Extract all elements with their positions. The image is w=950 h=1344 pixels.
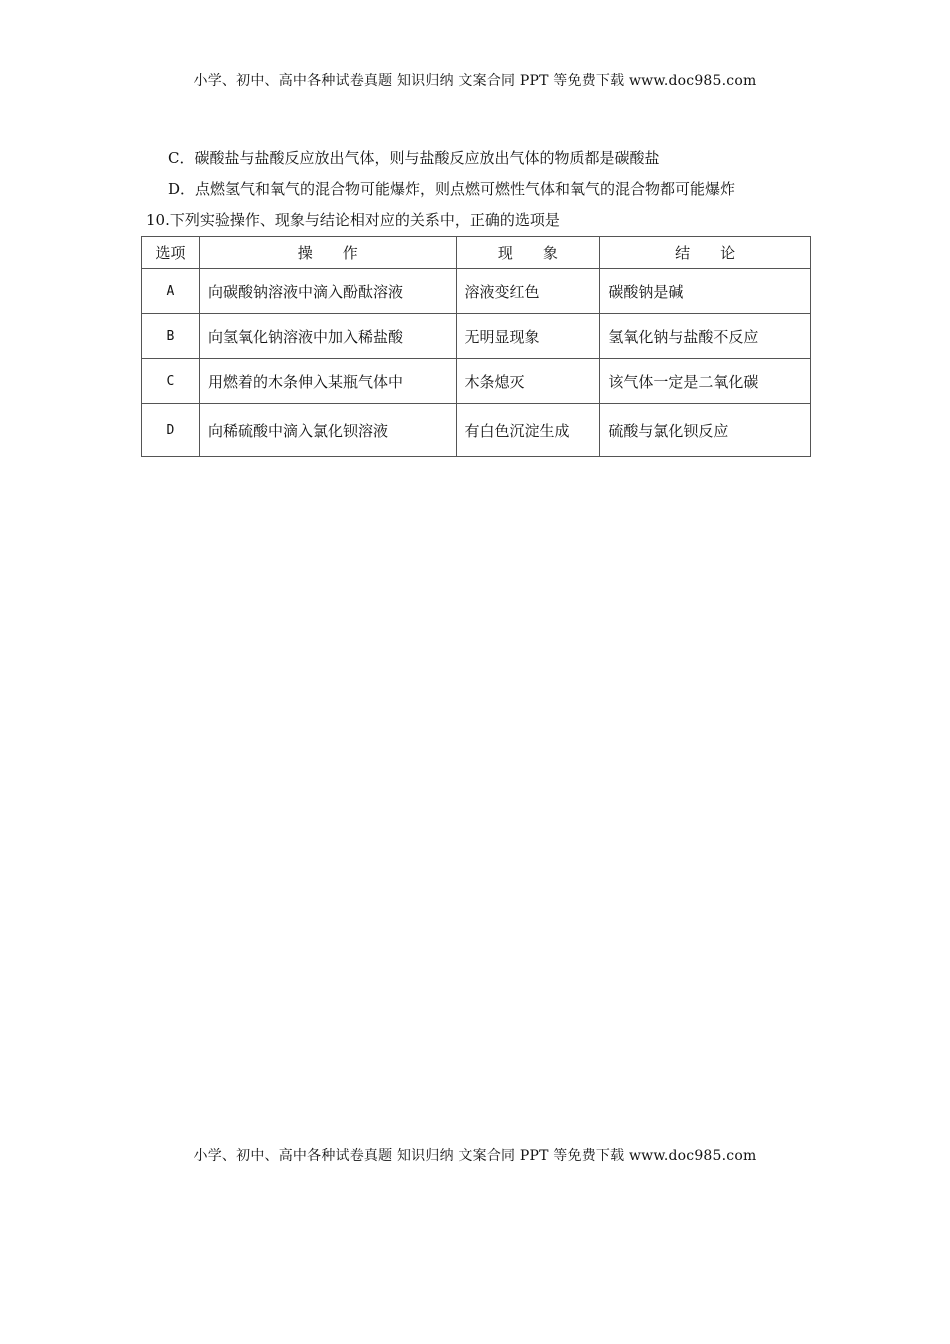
question-10-stem: 10.下列实验操作、现象与结论相对应的关系中，正确的选项是 xyxy=(146,211,560,229)
page-header: 小学、初中、高中各种试卷真题 知识归纳 文案合同 PPT 等免费下载 www.doc985.com xyxy=(193,73,757,89)
row-operation: 用燃着的木条伸入某瓶气体中 xyxy=(199,359,456,404)
row-conclusion: 氢氧化钠与盐酸不反应 xyxy=(600,314,811,359)
row-phenomenon: 木条熄灭 xyxy=(456,359,600,404)
header-conclusion: 结 论 xyxy=(600,237,811,269)
row-operation: 向稀硫酸中滴入氯化钡溶液 xyxy=(199,404,456,457)
table-row xyxy=(142,404,811,457)
row-operation: 向氢氧化钠溶液中加入稀盐酸 xyxy=(199,314,456,359)
row-option: D xyxy=(142,404,200,457)
row-option: A xyxy=(142,269,200,314)
header-operation: 操 作 xyxy=(199,237,456,269)
row-phenomenon: 溶液变红色 xyxy=(456,269,600,314)
header-phenomenon: 现 象 xyxy=(456,237,600,269)
row-phenomenon: 有白色沉淀生成 xyxy=(456,404,600,457)
table-row xyxy=(142,314,811,359)
page-footer: 小学、初中、高中各种试卷真题 知识归纳 文案合同 PPT 等免费下载 www.doc985.com xyxy=(193,1148,757,1164)
table-row xyxy=(142,359,811,404)
table-row xyxy=(142,269,811,314)
row-operation: 向碳酸钠溶液中滴入酚酞溶液 xyxy=(199,269,456,314)
row-phenomenon: 无明显现象 xyxy=(456,314,600,359)
option-d-text: D．点燃氢气和氧气的混合物可能爆炸，则点燃可燃性气体和氧气的混合物都可能爆炸 xyxy=(168,180,736,198)
row-option: B xyxy=(142,314,200,359)
option-c-text: C．碳酸盐与盐酸反应放出气体，则与盐酸反应放出气体的物质都是碳酸盐 xyxy=(168,149,660,167)
experiment-table xyxy=(141,236,811,457)
row-option: C xyxy=(142,359,200,404)
row-conclusion: 硫酸与氯化钡反应 xyxy=(600,404,811,457)
header-option: 选项 xyxy=(142,237,200,269)
row-conclusion: 碳酸钠是碱 xyxy=(600,269,811,314)
table-header-row xyxy=(142,237,811,269)
row-conclusion: 该气体一定是二氧化碳 xyxy=(600,359,811,404)
